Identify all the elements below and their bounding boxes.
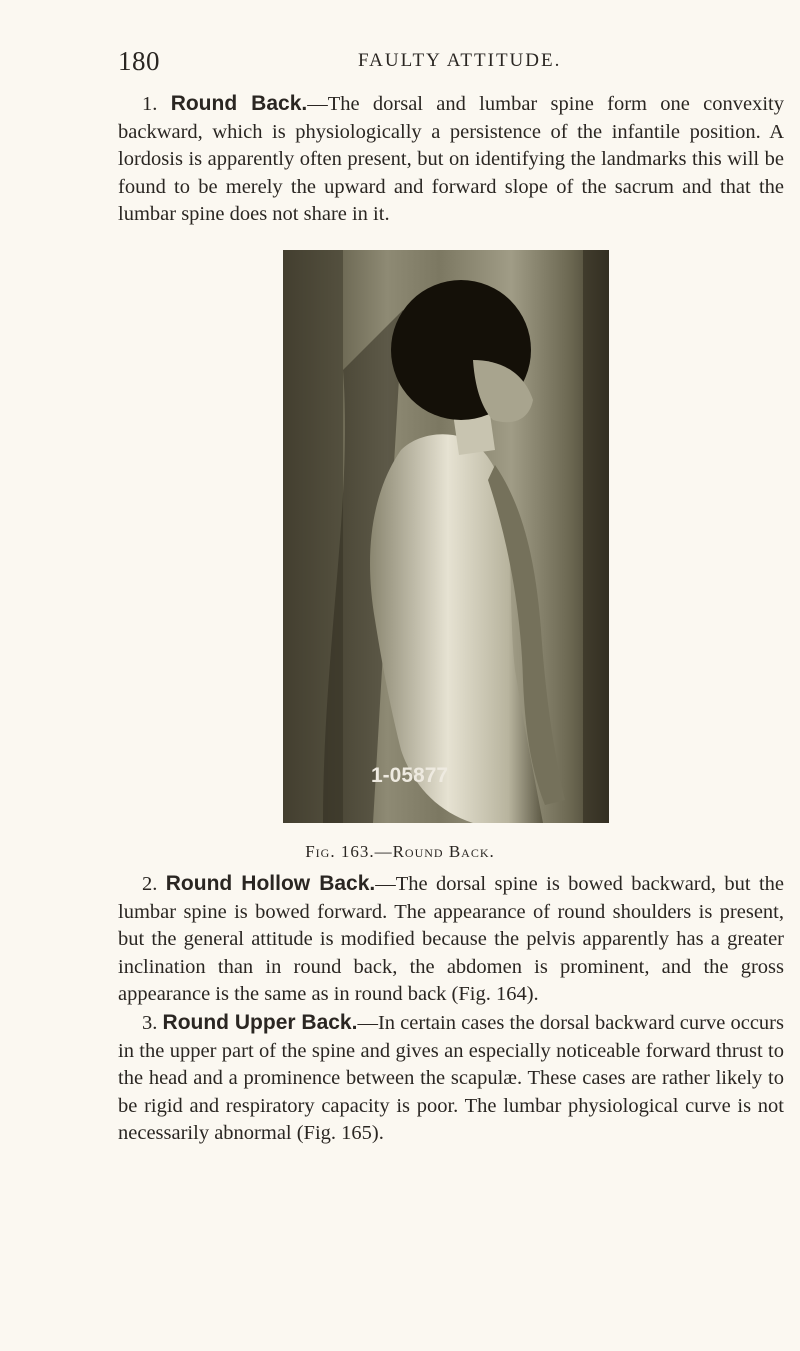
paragraph-round-hollow-back (118, 870, 784, 1009)
photo-illustration (283, 250, 609, 823)
figure-photo (283, 250, 609, 823)
caption-number: Fig. 163. (305, 842, 375, 861)
paragraph-text: —The dorsal and lumbar spine form one convexity backward, which is physiologically a persistence of the infantile position. A lordosis is apparently often present, but on identifying the landmarks this will be found to be merely the upward and forward slope of the sacrum and that the lumbar spine does not share in it. (118, 93, 785, 225)
paragraph-text: —In certain cases the dorsal backward curve occurs in the upper part of the spine and gives an especially noticeable forward thrust to the head and a prominence between the scapulæ. These cases are rather likely to be rigid and respiratory capacity is poor. The lumbar physiological curve is not necessarily abnormal (Fig. 165). (118, 1012, 784, 1144)
paragraph-round-upper-back (118, 1009, 784, 1148)
figure-caption (0, 842, 800, 862)
paragraph-number: 2. (142, 873, 158, 895)
paragraph-number: 1. (142, 93, 158, 115)
plate-label: 1-05877 (371, 764, 449, 787)
caption-title: —Round Back. (374, 842, 495, 861)
running-head: FAULTY ATTITUDE. (358, 50, 562, 71)
paragraph-heading: Round Hollow Back. (165, 872, 376, 895)
paragraph-text: —The dorsal spine is bowed backward, but the lumbar spine is bowed forward. The appearance of round shoulders is present, but the general attitude is modified because the pelvis apparently has a greater inclination than in round back, the abdomen is prominent, and the gross appearance is the same as in round back (Fig. 164). (118, 873, 784, 1005)
paragraph-heading: Round Back. (170, 92, 308, 115)
paragraph-round-back (118, 90, 784, 229)
paragraph-number: 3. (142, 1012, 158, 1034)
page-header (118, 46, 738, 76)
paragraph-heading: Round Upper Back. (162, 1011, 358, 1034)
page-number: 180 (118, 46, 160, 76)
